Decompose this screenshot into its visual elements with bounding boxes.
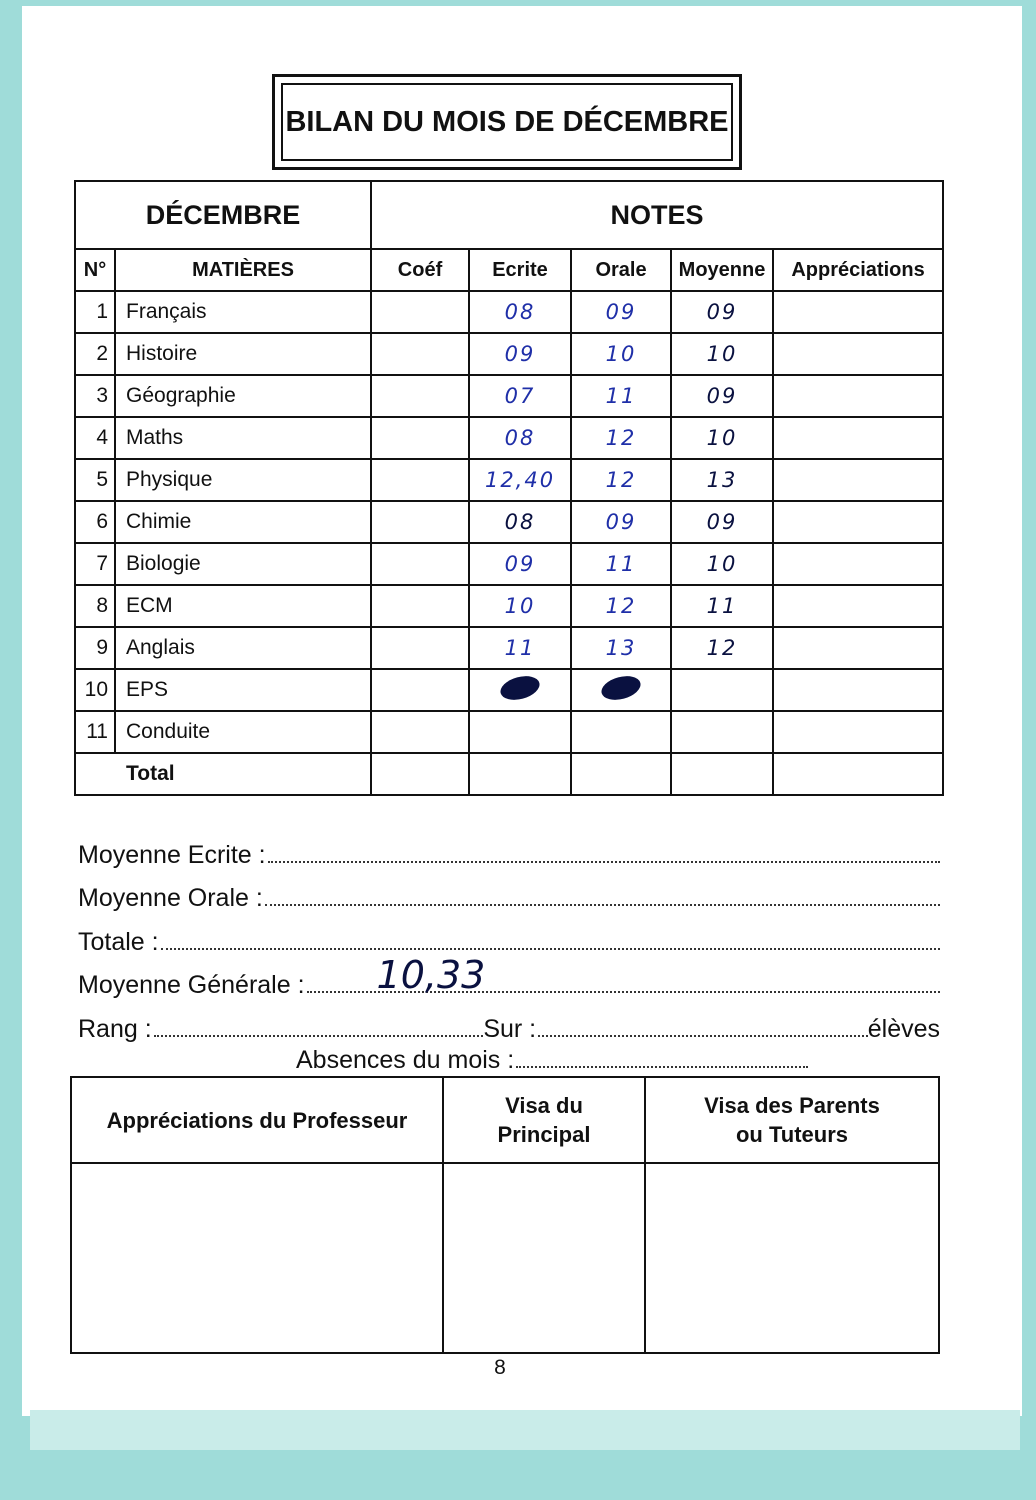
row-orale: 12 xyxy=(571,459,671,501)
row-subject: Anglais xyxy=(115,627,371,669)
total-label: Total xyxy=(75,753,371,795)
sur-label: Sur : xyxy=(483,1014,537,1043)
visa-table xyxy=(70,1076,940,1354)
row-ecrite: 08 xyxy=(469,501,571,543)
row-moyenne: 10 xyxy=(671,417,773,459)
row-number: 7 xyxy=(75,543,115,585)
row-subject: Maths xyxy=(115,417,371,459)
row-moyenne: 10 xyxy=(671,333,773,375)
col-ecrite: Ecrite xyxy=(469,249,571,291)
row-coef xyxy=(371,291,469,333)
row-ecrite: 08 xyxy=(469,291,571,333)
table-row xyxy=(75,669,943,711)
row-appreciation xyxy=(773,375,943,417)
row-orale: 11 xyxy=(571,543,671,585)
row-subject: Conduite xyxy=(115,711,371,753)
title-frame xyxy=(272,74,742,170)
row-ecrite: 10 xyxy=(469,585,571,627)
row-moyenne xyxy=(671,711,773,753)
table-row xyxy=(75,333,943,375)
table-row xyxy=(75,543,943,585)
row-number: 4 xyxy=(75,417,115,459)
row-number: 8 xyxy=(75,585,115,627)
row-subject: ECM xyxy=(115,585,371,627)
table-row xyxy=(75,585,943,627)
row-coef xyxy=(371,375,469,417)
row-moyenne xyxy=(671,669,773,711)
month-header: DÉCEMBRE xyxy=(75,181,371,249)
row-appreciation xyxy=(773,459,943,501)
col-subject: MATIÈRES xyxy=(115,249,371,291)
moyenne-ecrite-line xyxy=(78,826,940,870)
row-orale: 11 xyxy=(571,375,671,417)
page-number: 8 xyxy=(494,1356,506,1379)
row-appreciation xyxy=(773,669,943,711)
visa-principal-header xyxy=(443,1077,645,1163)
visa-parents-line1: Visa des Parents xyxy=(704,1093,880,1118)
table-row xyxy=(75,501,943,543)
row-subject: Histoire xyxy=(115,333,371,375)
scribble-mark xyxy=(599,672,643,704)
row-number: 3 xyxy=(75,375,115,417)
scribble-mark xyxy=(498,672,542,704)
row-ecrite: 09 xyxy=(469,333,571,375)
total-row xyxy=(75,753,943,795)
moyenne-generale-value: 10,33 xyxy=(376,953,486,997)
row-coef xyxy=(371,333,469,375)
row-subject: Biologie xyxy=(115,543,371,585)
row-ecrite: 07 xyxy=(469,375,571,417)
row-moyenne: 09 xyxy=(671,501,773,543)
moyenne-orale-line xyxy=(78,870,940,914)
moyenne-generale-label: Moyenne Générale : xyxy=(78,971,305,999)
dotted-fill xyxy=(538,1034,868,1037)
page-title: BILAN DU MOIS DE DÉCEMBRE xyxy=(281,83,733,161)
col-num: N° xyxy=(75,249,115,291)
table-row xyxy=(75,627,943,669)
row-appreciation xyxy=(773,543,943,585)
visa-body-row xyxy=(71,1163,939,1353)
absences-line xyxy=(296,1046,808,1075)
cover-edge xyxy=(30,1410,1020,1450)
absences-label: Absences du mois : xyxy=(296,1046,515,1074)
visa-parents-line2: ou Tuteurs xyxy=(735,1122,849,1147)
row-number: 9 xyxy=(75,627,115,669)
dotted-fill xyxy=(161,947,940,950)
row-coef xyxy=(371,459,469,501)
row-orale xyxy=(571,669,671,711)
col-appreciations: Appréciations xyxy=(773,249,943,291)
row-moyenne: 09 xyxy=(671,375,773,417)
row-ecrite: 08 xyxy=(469,417,571,459)
visa-principal-line2: Principal xyxy=(497,1122,591,1147)
table-cell xyxy=(671,753,773,795)
dotted-fill xyxy=(516,1065,808,1068)
table-row xyxy=(75,459,943,501)
visa-principal-line1: Visa du xyxy=(505,1093,583,1118)
visa-parents-cell xyxy=(645,1163,939,1353)
dotted-fill xyxy=(265,903,940,906)
row-subject: Chimie xyxy=(115,501,371,543)
row-moyenne: 11 xyxy=(671,585,773,627)
col-coef: Coéf xyxy=(371,249,469,291)
row-ecrite: 09 xyxy=(469,543,571,585)
eleves-label: élèves xyxy=(867,1014,941,1043)
dotted-fill xyxy=(268,860,940,863)
visa-professeur-cell xyxy=(71,1163,443,1353)
table-header-row-2 xyxy=(75,249,943,291)
table-row xyxy=(75,375,943,417)
row-appreciation xyxy=(773,627,943,669)
row-orale: 10 xyxy=(571,333,671,375)
row-number: 10 xyxy=(75,669,115,711)
row-orale xyxy=(571,711,671,753)
row-subject: Géographie xyxy=(115,375,371,417)
row-number: 6 xyxy=(75,501,115,543)
summary-section xyxy=(78,826,940,1044)
table-row xyxy=(75,417,943,459)
row-ecrite: 11 xyxy=(469,627,571,669)
moyenne-generale-line xyxy=(78,953,940,1001)
visa-header-row xyxy=(71,1077,939,1163)
grades-table xyxy=(74,180,944,796)
row-subject: Français xyxy=(115,291,371,333)
row-appreciation xyxy=(773,585,943,627)
totale-line xyxy=(78,913,940,957)
table-cell xyxy=(571,753,671,795)
visa-principal-cell xyxy=(443,1163,645,1353)
visa-professeur-header: Appréciations du Professeur xyxy=(71,1077,443,1163)
row-appreciation xyxy=(773,711,943,753)
row-appreciation xyxy=(773,501,943,543)
col-orale: Orale xyxy=(571,249,671,291)
row-ecrite xyxy=(469,669,571,711)
row-orale: 12 xyxy=(571,585,671,627)
moyenne-ecrite-label: Moyenne Ecrite : xyxy=(78,840,266,869)
row-number: 11 xyxy=(75,711,115,753)
row-appreciation xyxy=(773,291,943,333)
row-subject: Physique xyxy=(115,459,371,501)
dotted-fill xyxy=(307,953,940,997)
table-row xyxy=(75,711,943,753)
table-header-row-1 xyxy=(75,181,943,249)
row-orale: 09 xyxy=(571,501,671,543)
row-coef xyxy=(371,627,469,669)
row-number: 2 xyxy=(75,333,115,375)
rang-line xyxy=(78,1000,940,1044)
notes-header: NOTES xyxy=(371,181,943,249)
row-appreciation xyxy=(773,417,943,459)
row-coef xyxy=(371,417,469,459)
row-moyenne: 13 xyxy=(671,459,773,501)
row-coef xyxy=(371,543,469,585)
row-moyenne: 10 xyxy=(671,543,773,585)
table-cell xyxy=(371,753,469,795)
rang-label: Rang : xyxy=(78,1014,152,1043)
table-cell xyxy=(773,753,943,795)
visa-parents-header xyxy=(645,1077,939,1163)
moyenne-orale-label: Moyenne Orale : xyxy=(78,884,263,912)
row-coef xyxy=(371,585,469,627)
row-orale: 09 xyxy=(571,291,671,333)
row-coef xyxy=(371,711,469,753)
row-moyenne: 09 xyxy=(671,291,773,333)
row-subject: EPS xyxy=(115,669,371,711)
row-ecrite xyxy=(469,711,571,753)
totale-label: Totale : xyxy=(78,927,159,956)
table-cell xyxy=(469,753,571,795)
row-appreciation xyxy=(773,333,943,375)
row-number: 5 xyxy=(75,459,115,501)
table-row xyxy=(75,291,943,333)
row-coef xyxy=(371,501,469,543)
row-orale: 12 xyxy=(571,417,671,459)
row-ecrite: 12,40 xyxy=(469,459,571,501)
dotted-fill xyxy=(154,1034,484,1037)
row-coef xyxy=(371,669,469,711)
col-moyenne: Moyenne xyxy=(671,249,773,291)
row-orale: 13 xyxy=(571,627,671,669)
row-moyenne: 12 xyxy=(671,627,773,669)
row-number: 1 xyxy=(75,291,115,333)
